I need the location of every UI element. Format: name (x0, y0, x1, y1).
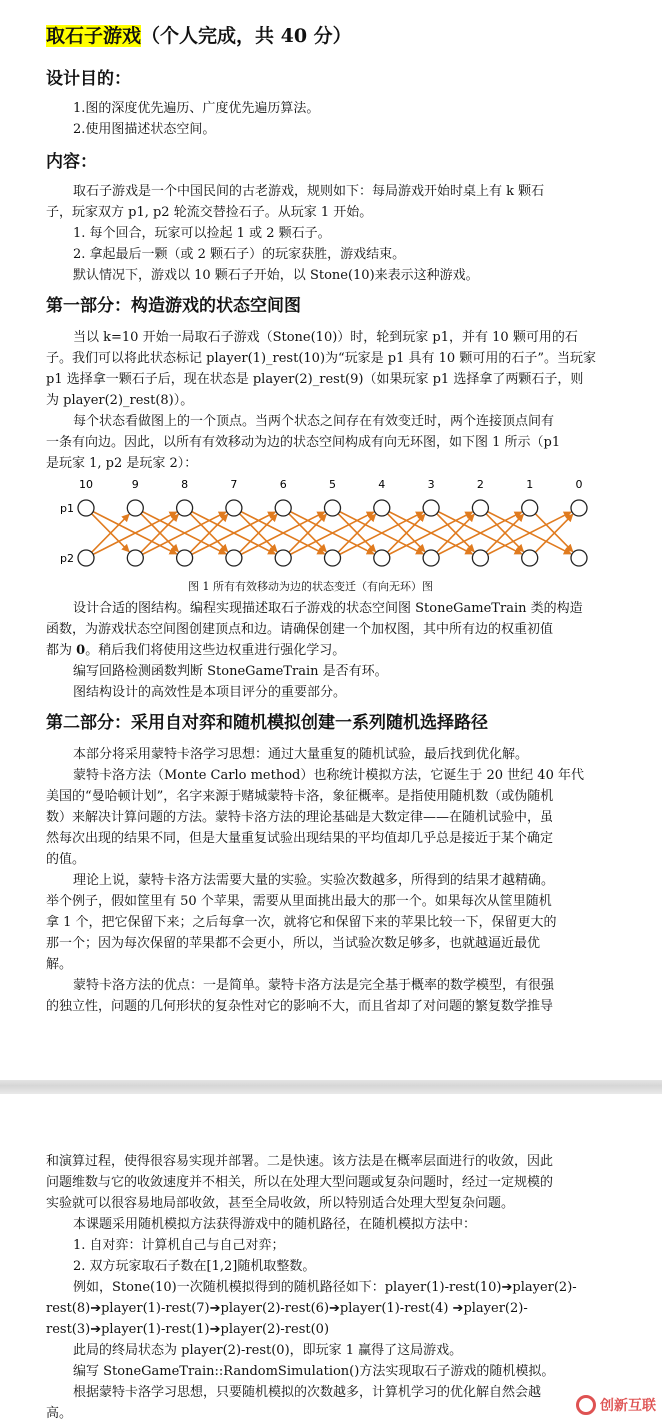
node-p1 (127, 500, 143, 516)
part2-line-6: 的值。 (46, 852, 86, 867)
node-p2 (78, 550, 94, 566)
node-p1 (325, 500, 341, 516)
page2-line-13: 高。 (46, 1406, 73, 1421)
node-p1 (472, 500, 488, 516)
node-p2 (423, 550, 439, 566)
node-p1 (522, 500, 538, 516)
part2-line-9: 拿 1 个，把它保留下来；之后每拿一次，就将它和保留下来的苹果比较一下，保留更大的 (46, 915, 557, 930)
page2-list-item-2: 2. 双方玩家取石子数在[1,2]随机取整数。 (73, 1259, 316, 1274)
node-count-label: 6 (279, 478, 287, 491)
page2-example-line-2: rest(8)➔player(1)-rest(7)➔player(2)-rest(6)➔player(1)-rest(4) ➔player(2)- (46, 1301, 528, 1316)
page2-line-12: 根据蒙特卡洛学习思想，只要随机模拟的次数越多，计算机学习的优化解自然会越 (73, 1385, 542, 1400)
heading-part-1: 第一部分：构造游戏的状态空间图 (46, 296, 301, 316)
node-p1 (177, 500, 193, 516)
node-p1 (78, 500, 94, 516)
node-count-label: 9 (131, 478, 139, 491)
page2-line-1: 和演算过程，使得很容易实现并部署。二是快速。该方法是在概率层面进行的收敛，因此 (46, 1154, 554, 1169)
content-line-5: 默认情况下，游戏以 10 颗石子开始，以 Stone(10)来表示这种游戏。 (73, 268, 479, 283)
part1-line-6: 一条有向边。因此，以所有有效移动为边的状态空间构成有向无环图，如下图 1 所示（p1 (46, 435, 561, 450)
part2-line-12: 蒙特卡洛方法的优点：一是简单。蒙特卡洛方法是完全基于概率的数学模型，有很强 (73, 978, 555, 993)
part1-line-9: 函数，为游戏状态空间图创建顶点和边。请确保创建一个加权图，其中所有边的权重初值 (46, 622, 554, 637)
node-p2 (374, 550, 390, 566)
part1-line-3: p1 选择拿一颗石子后，现在状态是 player(2)_rest(9)（如果玩家 p1 选择拿了两颗石子，则 (46, 372, 584, 387)
node-p1 (226, 500, 242, 516)
part1-line-11: 编写回路检测函数判断 StoneGameTrain 是否有环。 (73, 664, 388, 679)
part1-line-8: 设计合适的图结构。编程实现描述取石子游戏的状态空间图 StoneGameTrain 类的构造 (73, 601, 583, 616)
node-p1 (571, 500, 587, 516)
weight-text-a: 都为 (46, 643, 77, 658)
node-count-label: 3 (427, 478, 435, 491)
page2-example-line-3: rest(3)➔player(1)-rest(1)➔player(2)-rest(0) (46, 1322, 330, 1337)
part2-line-3: 美国的“曼哈顿计划”，名字来源于赌城蒙特卡洛，象征概率。是指使用随机数（或伪随机 (46, 789, 554, 804)
state-space-diagram (46, 476, 616, 576)
node-count-label: 10 (79, 478, 93, 491)
part1-line-2: 子。我们可以将此状态标记 player(1)_rest(10)为“玩家是 p1 具有 10 颗可用的石子”。当玩家 (46, 351, 596, 366)
node-p2 (177, 550, 193, 566)
watermark-icon (576, 1395, 596, 1415)
part2-line-5: 然每次出现的结果不同，但是大量重复试验出现结果的平均值却几乎总是接近于某个确定 (46, 831, 554, 846)
node-p2 (522, 550, 538, 566)
watermark-text: 创新互联 (600, 1398, 656, 1414)
node-p2 (127, 550, 143, 566)
purpose-item-1: 1.图的深度优先遍历、广度优先遍历算法。 (73, 101, 320, 116)
part1-line-10 (46, 643, 345, 659)
page2-line-2: 问题维数与它的收敛速度并不相关，所以在处理大型问题或复杂问题时，经过一定规模的 (46, 1175, 554, 1190)
part2-line-8: 举个例子，假如筐里有 50 个苹果，需要从里面挑出最大的那一个。如果每次从筐里随机 (46, 894, 552, 909)
node-p1 (374, 500, 390, 516)
part1-line-5: 每个状态看做图上的一个顶点。当两个状态之间存在有效变迁时，两个连接顶点间有 (73, 414, 555, 429)
row-label-p2: p2 (60, 552, 74, 565)
node-count-label: 1 (526, 478, 534, 491)
page2-example-line-1: 例如，Stone(10)一次随机模拟得到的随机路径如下：player(1)-rest(10)➔player(2)- (73, 1280, 577, 1295)
node-count-label: 4 (378, 478, 386, 491)
part2-line-10: 那一个；因为每次保留的苹果都不会更小，所以，当试验次数足够多，也就越逼近最优 (46, 936, 541, 951)
part1-line-1: 当以 k=10 开始一局取石子游戏（Stone(10)）时，轮到玩家 p1，并有 10 颗可用的石 (73, 330, 578, 345)
heading-content: 内容： (46, 152, 97, 172)
node-p2 (325, 550, 341, 566)
node-count-label: 5 (329, 478, 336, 491)
page-separator (0, 1080, 662, 1094)
purpose-item-2: 2.使用图描述状态空间。 (73, 122, 216, 137)
page2-line-4: 本课题采用随机模拟方法获得游戏中的随机路径，在随机模拟方法中： (73, 1217, 477, 1232)
part2-line-7: 理论上说，蒙特卡洛方法需要大量的实验。实验次数越多，所得到的结果才越精确。 (73, 873, 555, 888)
node-p2 (275, 550, 291, 566)
node-p2 (571, 550, 587, 566)
node-count-label: 0 (575, 478, 583, 491)
page2-list-item-1: 1. 自对弈：计算机自己与自己对弈； (73, 1238, 285, 1253)
heading-purpose: 设计目的： (46, 69, 131, 89)
row-label-p1: p1 (60, 502, 74, 515)
node-p2 (472, 550, 488, 566)
part2-line-1: 本部分将采用蒙特卡洛学习思想：通过大量重复的随机试验，最后找到优化解。 (73, 747, 529, 762)
node-count-label: 8 (181, 478, 189, 491)
node-count-label: 7 (230, 478, 238, 491)
part1-line-12: 图结构设计的高效性是本项目评分的重要部分。 (73, 685, 347, 700)
page2-line-10: 此局的终局状态为 player(2)-rest(0)，即玩家 1 赢得了这局游戏。 (73, 1343, 463, 1358)
figure-caption: 图 1 所有有效移动为边的状态变迁（有向无环）图 (188, 580, 433, 593)
part2-line-13: 的独立性，问题的几何形状的复杂性对它的影响不大，而且省却了对问题的繁复数学推导 (46, 999, 554, 1014)
node-p2 (226, 550, 242, 566)
part1-line-4: 为 player(2)_rest(8)）。 (46, 393, 194, 408)
document-page-2 (0, 1094, 662, 1419)
weight-zero: 0 (76, 643, 86, 658)
heading-part-2: 第二部分：采用自对弈和随机模拟创建一系列随机选择路径 (46, 713, 488, 733)
content-rule-2: 2. 拿起最后一颗（或 2 颗石子）的玩家获胜，游戏结束。 (73, 247, 406, 262)
node-count-label: 2 (476, 478, 484, 491)
title-highlight: 取石子游戏 (46, 25, 142, 47)
part1-line-7: 是玩家 1, p2 是玩家 2）： (46, 456, 198, 471)
part2-line-2: 蒙特卡洛方法（Monte Carlo method）也称统计模拟方法，它诞生于 20 世纪 40 年代 (73, 768, 584, 783)
part2-line-4: 数）来解决计算问题的方法。蒙特卡洛方法的理论基础是大数定律——在随机试验中，虽 (46, 810, 554, 825)
part2-line-11: 解。 (46, 957, 73, 972)
node-p1 (423, 500, 439, 516)
weight-text-c: 。稍后我们将使用这些边权重进行强化学习。 (85, 643, 346, 658)
watermark-logo (576, 1395, 656, 1415)
document-title (46, 24, 352, 48)
node-p1 (275, 500, 291, 516)
title-suffix: （个人完成，共 40 分） (141, 25, 352, 47)
page2-line-3: 实验就可以很容易地局部收敛，甚至全局收敛，所以特别适合处理大型复杂问题。 (46, 1196, 515, 1211)
content-line-2: 子，玩家双方 p1, p2 轮流交替捡石子。从玩家 1 开始。 (46, 205, 373, 220)
content-line-1: 取石子游戏是一个中国民间的古老游戏，规则如下：每局游戏开始时桌上有 k 颗石 (73, 184, 545, 199)
page2-line-11: 编写 StoneGameTrain::RandomSimulation()方法实现取石子游戏的随机模拟。 (73, 1364, 555, 1379)
content-rule-1: 1. 每个回合，玩家可以捡起 1 或 2 颗石子。 (73, 226, 331, 241)
